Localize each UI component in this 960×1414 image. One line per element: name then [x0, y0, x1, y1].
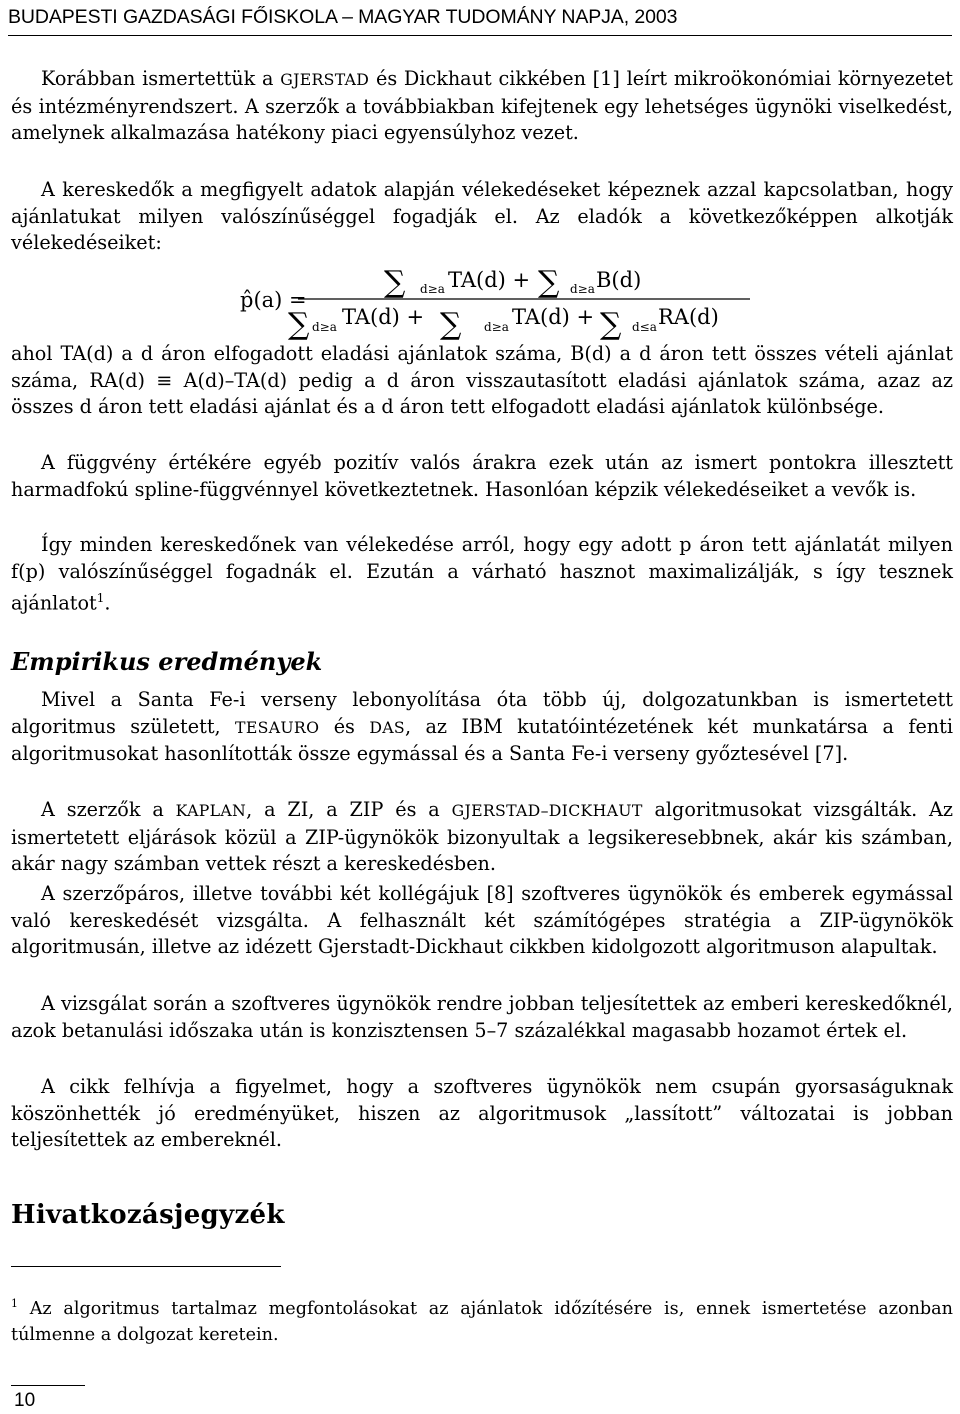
footnote-number: 1 [11, 1297, 18, 1310]
section-heading-empirical: Empirikus eredmények [11, 647, 323, 676]
footnote [11, 1291, 953, 1348]
running-header: BUDAPESTI GAZDASÁGI FŐISKOLA – MAGYAR TUDOMÁNY NAPJA, 2003 [8, 6, 678, 28]
text-fragment: algoritmusokat vizsgálták. Az ismertetett eljárások közül a ZIP-ügynökök bizonyultak a legsikeresebbnek, akár kis számban, akár nagy számban vettek részt a kereskedésben. [11, 798, 953, 876]
paragraph-empirical-5: A cikk felhívja a figyelmet, hogy a szoftveres ügynökök nem csupán gyorsaságuknak köszönhették jó eredményüket, hiszen az algoritmusok „lassított” változatai is jobban teljesítettek az embereknél. [11, 1075, 953, 1152]
page-number-rule [11, 1385, 85, 1386]
formula-subscript: d≥a [570, 282, 595, 296]
paragraph-empirical-3: A szerzőpáros, illetve további két kollégájuk [8] szoftveres ügynökök és emberek egymással való kereskedését vizsgálta. A felhasznált két számítógépes stratégia a ZIP-ügynökök algoritmusán, illetve az idézett Gjerstadt-Dickhaut cikkben kidolgozott algoritmuson alapultak. [11, 882, 953, 959]
section-heading-references: Hivatkozásjegyzék [11, 1200, 285, 1230]
author-name: KAPLAN [175, 801, 247, 820]
belief-formula [0, 262, 960, 342]
text-fragment: , a ZI, a ZIP és a [246, 798, 452, 821]
author-name: GJERSTAD [280, 70, 370, 89]
paragraph-empirical-1 [11, 687, 953, 768]
formula-term: TA(d) + [512, 305, 595, 329]
sigma-symbol: ∑ [440, 307, 462, 342]
paragraph-definitions [11, 341, 953, 421]
formula-subscript: d≤a [632, 320, 657, 334]
formula-lhs: p̂(a) = [240, 288, 307, 312]
sigma-symbol: ∑ [384, 265, 406, 300]
text-fragment: és Dickhaut cikkében [1] leírt mikroökonómiai környezetet és intézményrendszert. A szerzők a továbbiakban kifejtenek egy lehetséges ügynöki viselkedést, amelynek alkalmazása hatékony piaci egyensúlyhoz vezet. [11, 67, 953, 145]
formula-term: TA(d) + [342, 305, 425, 329]
formula-term: TA(d) + [448, 268, 531, 292]
page-number: 10 [14, 1390, 36, 1411]
text-fragment: Mivel a Santa Fe-i verseny lebonyolítása óta több új, dolgozatunkban is ismertetett algoritmus született, [11, 688, 953, 738]
paragraph-empirical-4: A vizsgálat során a szoftveres ügynökök rendre jobban teljesítettek az emberi kereskedőknél, azok betanulási időszaka után is konzisztensen 5–7 százalékkal magasabb hozamot értek el. [11, 992, 953, 1042]
formula-subscript: d≥a [312, 320, 337, 334]
paragraph-spline: A függvény értékére egyéb pozitív valós árakra ezek után az ismert pontokra illesztett harmadfokú spline-függvénnyel következtetnek. Hasonlóan képzik vélekedéseiket a vevők is. [11, 451, 953, 501]
text-fragment: és [319, 714, 370, 738]
header-divider [8, 35, 952, 36]
formula-term: B(d) [596, 268, 642, 292]
paragraph-empirical-2 [11, 797, 953, 878]
footnote-marker: 1 [96, 591, 105, 606]
author-name: TESAURO [235, 717, 320, 737]
author-name: DAS [369, 717, 405, 737]
text-fragment: A(d)–TA(d) pedig a d áron visszautasított eladási ajánlatok száma, azaz az összes d áron tett eladási ajánlat és a d áron tett elfogadott eladási ajánlatok különbsége. [11, 368, 953, 419]
sigma-symbol: ∑ [538, 265, 560, 300]
author-name: GJERSTAD–DICKHAUT [451, 801, 643, 820]
formula-subscript: d≥a [484, 320, 509, 334]
paragraph-beliefs: A kereskedők a megfigyelt adatok alapján vélekedéseket képeznek azzal kapcsolatban, hogy ajánlatukat milyen valószínűséggel fogadják el. Az eladók a következőképpen alkotják vélekedéseiket: [11, 178, 953, 255]
sigma-symbol: ∑ [600, 307, 622, 342]
paragraph-intro [11, 66, 953, 147]
text-fragment: . [104, 591, 111, 615]
text-fragment: Így minden kereskedőnek van vélekedése arról, hogy egy adott p áron tett ajánlatát milyen f(p) valószínűséggel fogadnák el. Ezután a várható hasznot maximalizálják, s így tesznek ajánlatot [11, 533, 953, 615]
footnote-divider [11, 1266, 281, 1267]
text-fragment: Korábban ismertettük a [41, 67, 281, 90]
text-fragment: A szerzők a [41, 798, 176, 821]
formula-subscript: d≥a [420, 282, 445, 296]
formula-term: RA(d) [658, 305, 719, 329]
paragraph-utility [11, 532, 953, 617]
sigma-symbol: ∑ [288, 307, 310, 342]
text-fragment: ahol TA(d) a d áron elfogadott eladási ajánlatok száma, B(d) a d áron tett összes vételi ajánlat száma, RA(d) [11, 342, 953, 392]
text-fragment: , az IBM kutatóintézetének két munkatársa a fenti algoritmusokat hasonlították össze egymással és a Santa Fe-i verseny győztesével [7]. [11, 714, 954, 766]
equivalence-symbol: ≡ [156, 368, 173, 392]
footnote-text: Az algoritmus tartalmaz megfontolásokat az ajánlatok időzítésére is, ennek ismertetése azonban túlmenne a dolgozat keretein. [11, 1298, 953, 1345]
